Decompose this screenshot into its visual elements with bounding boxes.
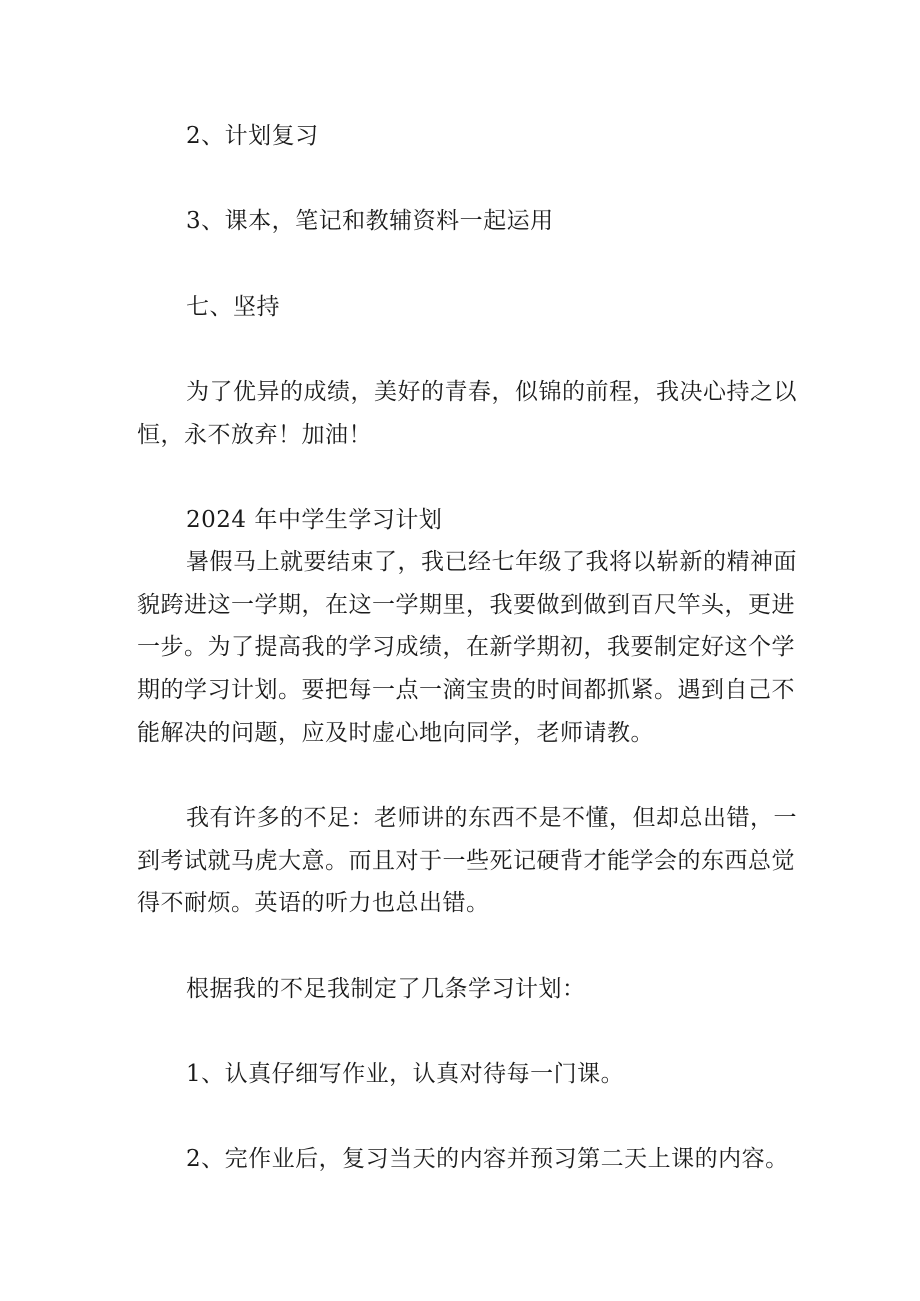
paragraph-line: 我有许多的不足：老师讲的东西不是不懂，但却总出错，一 xyxy=(186,805,797,831)
paragraph-line: 为了优异的成绩，美好的青春，似锦的前程，我决心持之以 xyxy=(186,379,797,405)
document-title: 2024 年中学生学习计划 xyxy=(186,507,443,533)
paragraph-line: 到考试就马虎大意。而且对于一些死记硬背才能学会的东西总觉 xyxy=(137,848,795,874)
paragraph-line: 根据我的不足我制定了几条学习计划： xyxy=(186,976,586,1002)
paragraph-line: 貌跨进这一学期，在这一学期里，我要做到做到百尺竿头，更进 xyxy=(137,592,795,618)
paragraph-line: 恒，永不放弃！加油！ xyxy=(137,422,372,448)
list-item-review-plan: 2、计划复习 xyxy=(186,123,319,149)
list-item-materials: 3、课本，笔记和教辅资料一起运用 xyxy=(186,208,554,234)
list-item: 2、完作业后，复习当天的内容并预习第二天上课的内容。 xyxy=(186,1146,789,1172)
paragraph-line: 暑假马上就要结束了，我已经七年级了我将以崭新的精神面 xyxy=(186,549,797,575)
section-heading-persist: 七、坚持 xyxy=(186,294,280,320)
list-item: 1、认真仔细写作业，认真对待每一门课。 xyxy=(186,1061,625,1087)
paragraph-line: 期的学习计划。要把每一点一滴宝贵的时间都抓紧。遇到自己不 xyxy=(137,677,795,703)
paragraph-line: 得不耐烦。英语的听力也总出错。 xyxy=(137,890,490,916)
paragraph-line: 能解决的问题，应及时虚心地向同学，老师请教。 xyxy=(137,720,654,746)
paragraph-line: 一步。为了提高我的学习成绩，在新学期初，我要制定好这个学 xyxy=(137,634,795,660)
